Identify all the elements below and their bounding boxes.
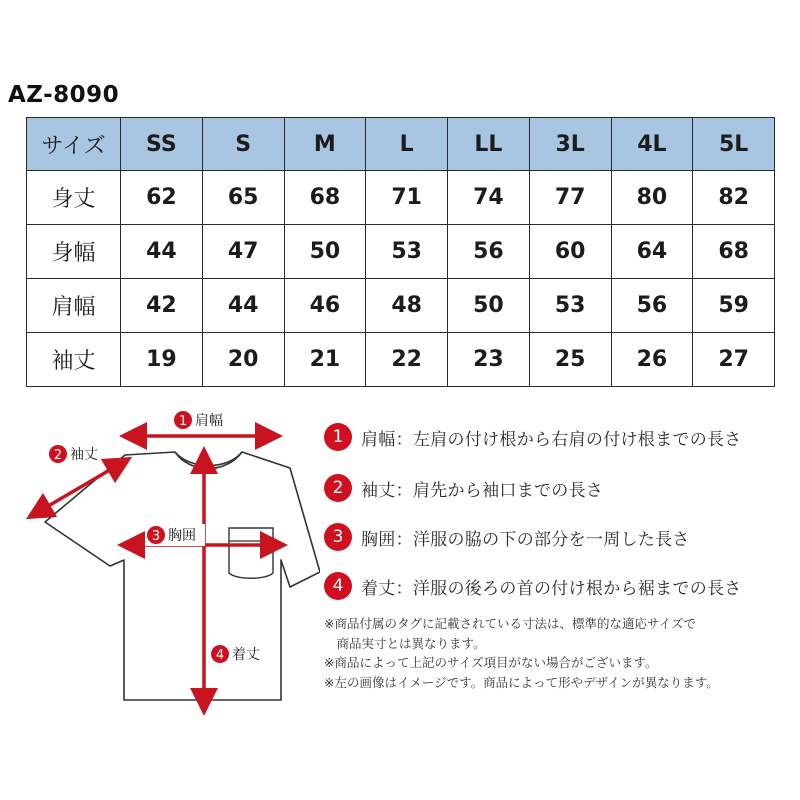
table-cell: 48 xyxy=(366,279,448,333)
table-cell: 56 xyxy=(611,279,693,333)
table-cell: 25 xyxy=(529,333,611,387)
number-badge: 4 xyxy=(324,572,352,600)
svg-text:袖丈: 袖丈 xyxy=(70,447,98,463)
size-header-label: サイズ xyxy=(27,118,121,171)
tshirt-diagram xyxy=(0,395,320,715)
table-cell: 53 xyxy=(366,225,448,279)
table-cell: 47 xyxy=(202,225,284,279)
table-cell: 56 xyxy=(448,225,530,279)
svg-text:3: 3 xyxy=(151,529,161,544)
table-cell: 27 xyxy=(693,333,775,387)
table-cell: 26 xyxy=(611,333,693,387)
row-label: 身幅 xyxy=(27,225,121,279)
number-badge: 1 xyxy=(324,423,352,451)
svg-text:1: 1 xyxy=(178,414,188,429)
table-cell: 68 xyxy=(693,225,775,279)
table-cell: 80 xyxy=(611,171,693,225)
table-cell: 23 xyxy=(448,333,530,387)
legend-item xyxy=(324,522,690,552)
number-badge: 2 xyxy=(324,474,352,502)
table-cell: 65 xyxy=(202,171,284,225)
table-row xyxy=(27,171,775,225)
size-header-cell: L xyxy=(366,118,448,171)
size-header-cell: S xyxy=(202,118,284,171)
table-cell: 71 xyxy=(366,171,448,225)
legend-item xyxy=(324,422,742,452)
svg-text:胸囲: 胸囲 xyxy=(168,528,196,544)
notes xyxy=(324,614,794,692)
row-label: 肩幅 xyxy=(27,279,121,333)
table-cell: 44 xyxy=(121,225,203,279)
table-cell: 64 xyxy=(611,225,693,279)
label-sleeve-length xyxy=(49,445,98,463)
table-row xyxy=(27,333,775,387)
label-body-length xyxy=(211,645,260,663)
pocket-outline xyxy=(229,528,273,578)
svg-text:着丈: 着丈 xyxy=(232,647,260,663)
size-header-row xyxy=(27,118,775,171)
legend-text: 袖丈：肩先から袖口までの長さ xyxy=(361,480,604,501)
table-cell: 42 xyxy=(121,279,203,333)
size-header-cell: M xyxy=(284,118,366,171)
table-cell: 21 xyxy=(284,333,366,387)
table-cell: 50 xyxy=(448,279,530,333)
size-header-cell: LL xyxy=(448,118,530,171)
table-cell: 44 xyxy=(202,279,284,333)
legend-text: 肩幅：左肩の付け根から右肩の付け根までの長さ xyxy=(361,429,742,450)
table-cell: 19 xyxy=(121,333,203,387)
table-row xyxy=(27,225,775,279)
row-label: 袖丈 xyxy=(27,333,121,387)
note-line: ※商品付属のタグに記載されている寸法は、標準的な適応サイズで xyxy=(324,616,696,631)
table-cell: 68 xyxy=(284,171,366,225)
size-header-cell: 4L xyxy=(611,118,693,171)
size-header-cell: 5L xyxy=(693,118,775,171)
legend-item xyxy=(324,571,742,601)
row-label: 身丈 xyxy=(27,171,121,225)
note-line: ※商品によって上記のサイズ項目がない場合がございます。 xyxy=(324,655,658,670)
number-badge: 3 xyxy=(324,523,352,551)
svg-text:2: 2 xyxy=(53,448,63,463)
table-cell: 20 xyxy=(202,333,284,387)
table-cell: 50 xyxy=(284,225,366,279)
svg-text:肩幅: 肩幅 xyxy=(195,413,223,429)
table-cell: 22 xyxy=(366,333,448,387)
label-chest xyxy=(145,524,205,546)
table-cell: 59 xyxy=(693,279,775,333)
size-table xyxy=(26,117,775,387)
model-code: AZ-8090 xyxy=(8,82,120,108)
tshirt-outline xyxy=(45,452,320,700)
table-cell: 53 xyxy=(529,279,611,333)
legend-text: 着丈：洋服の後ろの首の付け根から裾までの長さ xyxy=(361,578,742,599)
note-line: ※左の画像はイメージです。商品によって形やデザインが異なります。 xyxy=(324,674,719,690)
table-cell: 82 xyxy=(693,171,775,225)
legend-item xyxy=(324,473,603,503)
note-line: 商品実寸とは異なります。 xyxy=(324,635,486,651)
table-cell: 60 xyxy=(529,225,611,279)
legend-text: 胸囲：洋服の脇の下の部分を一周した長さ xyxy=(361,529,690,550)
table-cell: 62 xyxy=(121,171,203,225)
label-shoulder-width xyxy=(172,409,234,431)
table-cell: 46 xyxy=(284,279,366,333)
svg-text:4: 4 xyxy=(215,648,225,663)
table-row xyxy=(27,279,775,333)
table-cell: 77 xyxy=(529,171,611,225)
table-cell: 74 xyxy=(448,171,530,225)
size-header-cell: SS xyxy=(121,118,203,171)
size-header-cell: 3L xyxy=(529,118,611,171)
